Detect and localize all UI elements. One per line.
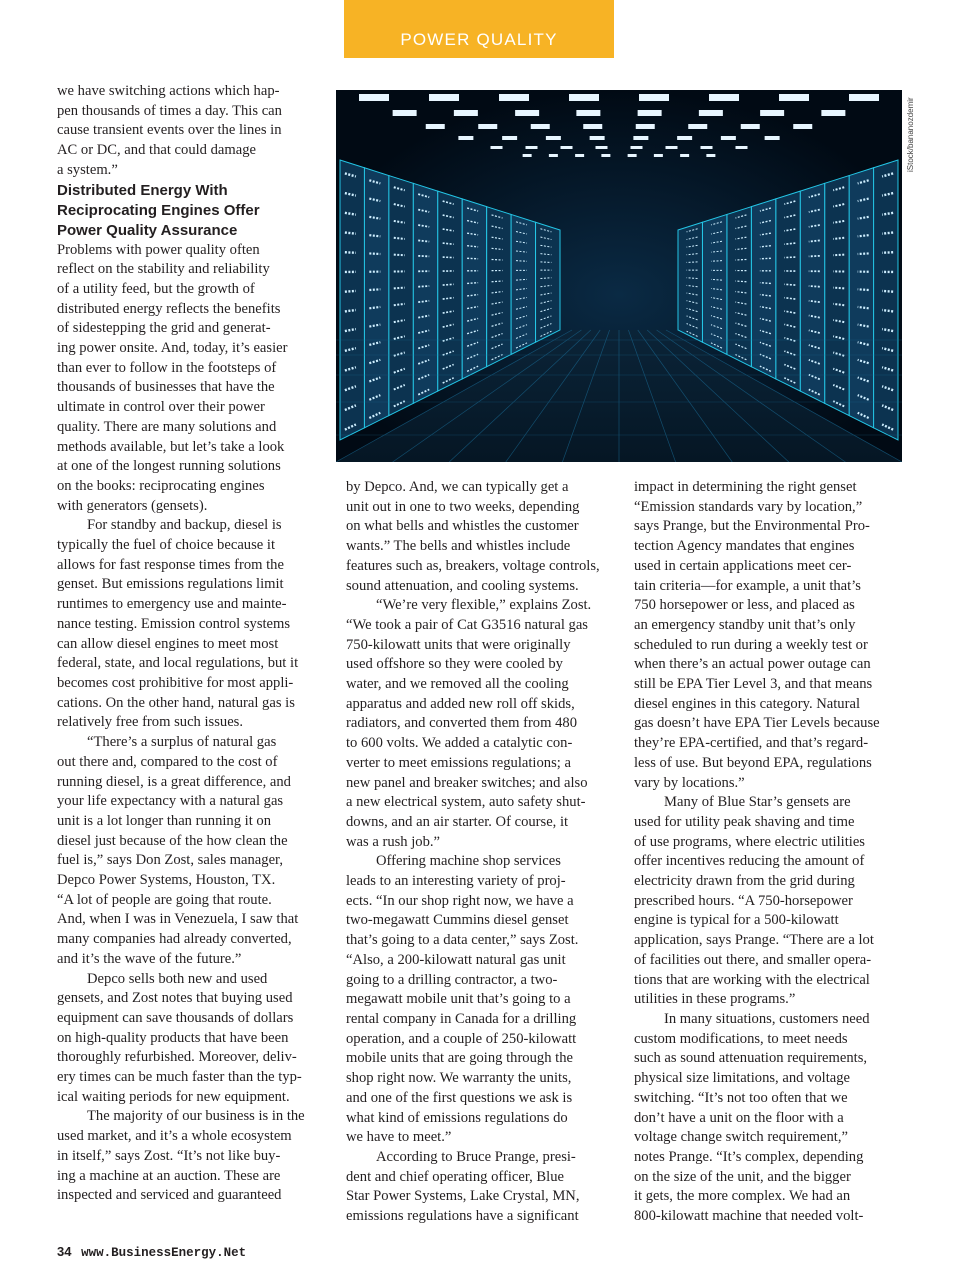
ceiling-light — [666, 146, 678, 149]
server-rack — [413, 183, 437, 403]
ceiling-light — [549, 154, 558, 157]
ceiling-light — [631, 146, 643, 149]
ceiling-light — [526, 146, 538, 149]
server-rack — [800, 183, 824, 403]
paragraph: we have switching actions which hap- pen thousands of times a day. This can cause transient events over the lines in AC or DC, and that could damage a system.” — [57, 83, 282, 178]
ceiling-light — [639, 94, 669, 101]
server-rack — [751, 199, 775, 379]
page-footer — [57, 1244, 246, 1260]
ceiling-light — [502, 136, 517, 140]
server-rack — [776, 191, 800, 391]
paragraph: For standby and backup, diesel is typically the fuel of choice because it allows for fast response times from the genset. But emissions regulations limit runtimes to emergency use and mainte- nance testing. Emission control systems can allow diesel engines to meet most federal, state, and local regulations, but it becomes cost prohibitive for most appli- cations. On the other hand, natural gas is relatively free from such issues. — [57, 517, 299, 731]
paragraph: “We’re very flexible,” explains Zost. “We took a pair of Cat G3516 natural gas 750-kilowatt units that were originally used offshore so they were cooled by water, and we removed all the cooling apparatus and added new roll off skids, radiators, and converted them from 480 to 600 volts. We added a catalytic con- verter to meet emissions regulations; a new panel and breaker switches; and also a new electrical system, auto safety shut- downs, and an air starter. Of course, it was a rush job.” — [346, 597, 592, 850]
ceiling-light — [359, 94, 389, 101]
text-column-1 — [57, 82, 325, 1206]
paragraph: Many of Blue Star’s gensets are used for utility peak shaving and time of use programs, where electric utilities offer incentives reducing the amount of electricity drawn from the grid during prescribed hours. “A 750-horsepower engine is typical for a 500-kilowatt application, says Prange. “There are a lot of facilities out there, and smaller opera- tions that are working with the electrical utilities in these programs.” — [634, 794, 874, 1008]
page-number: 34 — [57, 1244, 72, 1259]
ceiling-light — [590, 136, 605, 140]
ceiling-light — [765, 136, 780, 140]
data-center-photo — [336, 90, 902, 462]
ceiling-light — [561, 146, 573, 149]
ceiling-light — [458, 136, 473, 140]
ceiling-light — [628, 154, 637, 157]
server-rack — [825, 176, 849, 416]
ceiling-light — [546, 136, 561, 140]
ceiling-light — [429, 94, 459, 101]
ceiling-light — [569, 94, 599, 101]
server-rack — [340, 160, 364, 440]
ceiling-light — [531, 124, 550, 129]
server-rack — [678, 222, 702, 342]
paragraph: by Depco. And, we can typically get a unit out in one to two weeks, depending on what bells and whistles the customer wants.” The bells and whistles include features such as, breakers, voltage controls, sound attenuation, and cooling systems. — [346, 479, 600, 594]
ceiling-light — [596, 146, 608, 149]
ceiling-light — [523, 154, 532, 157]
ceiling-light — [680, 154, 689, 157]
ceiling-light — [515, 110, 539, 116]
ceiling-light — [760, 110, 784, 116]
paragraph: The majority of our business is in the used market, and it’s a whole ecosystem in itself,” says Zost. “It’s not like buy- ing a machine at an auction. These are inspected and serviced and guaranteed — [57, 1108, 305, 1204]
ceiling-light — [699, 110, 723, 116]
section-label: POWER QUALITY — [344, 0, 614, 58]
ceiling-light — [426, 124, 445, 129]
ceiling-light — [821, 110, 845, 116]
ceiling-light — [779, 94, 809, 101]
ceiling-light — [499, 94, 529, 101]
subhead: Distributed Energy With Reciprocating Engines Offer Power Quality Assurance — [57, 181, 260, 239]
server-rack — [389, 176, 413, 416]
server-rack — [702, 214, 726, 354]
ceiling-light — [654, 154, 663, 157]
ceiling-light — [677, 136, 692, 140]
ceiling-light — [688, 124, 707, 129]
photo-credit: iStock/bananozdemir — [906, 97, 915, 172]
ceiling-light — [701, 146, 713, 149]
paragraph: Depco sells both new and used gensets, and Zost notes that buying used equipment can save thousands of dollars on high-quality products that have been thoroughly refurbished. Moreover, deliv- ery times can be much faster than the typ- ical waiting periods for new equipment. — [57, 970, 302, 1105]
paragraph: “There’s a surplus of natural gas out there and, compared to the cost of running diesel, is a great difference, and your life expectancy with a natural gas unit is a lot longer than running it on diesel just because of the how clean the fuel is,” says Don Zost, sales manager, Depco Power Systems, Houston, TX. “A lot of people are going that route. And, when I was in Venezuela, I saw that many companies had already converted, and it’s the wave of the future.” — [57, 734, 299, 967]
ceiling-light — [709, 94, 739, 101]
server-rack — [849, 168, 873, 428]
paragraph: In many situations, customers need custom modifications, to meet needs such as sound attenuation requirements, physical size limitations, and voltage switching. “It’s not too often that we don’t have a unit on the floor with a voltage change switch requirement,” notes Prange. “It’s complex, depending on the size of the unit, and the bigger it gets, the more complex. We had an 800-kilowatt machine that needed volt- — [634, 1010, 870, 1225]
ceiling-light — [638, 110, 662, 116]
publication-url[interactable]: www.BusinessEnergy.Net — [81, 1246, 247, 1260]
server-rack — [462, 199, 486, 379]
server-rack — [511, 214, 535, 354]
ceiling-light — [741, 124, 760, 129]
ceiling-light — [583, 124, 602, 129]
ceiling-light — [576, 110, 600, 116]
server-rack — [438, 191, 462, 391]
ceiling-light — [721, 136, 736, 140]
server-rack — [536, 222, 560, 342]
paragraph: impact in determining the right genset “Emission standards vary by location,” says Prange, but the Environmental Pro- tection Agency mandates that engines used in certain applications meet cer- tain criteria—for example, a unit that’s 750 horsepower or less, and placed as an emergency standby unit that’s only scheduled to run during a weekly test or when there’s an actual power outage can still be EPA Tier Level 3, and that means diesel engines in this category. Natural gas doesn’t have EPA Tier Levels because they’re EPA-certified, and that’s regard- less of use. But beyond EPA, regulations vary by locations.” — [634, 479, 880, 791]
server-rack — [874, 160, 898, 440]
ceiling-light — [706, 154, 715, 157]
ceiling-light — [849, 94, 879, 101]
ceiling-light — [636, 124, 655, 129]
ceiling-light — [478, 124, 497, 129]
server-rack — [364, 168, 388, 428]
paragraph: Problems with power quality often reflect on the stability and reliability of a utility feed, but the growth of distributed energy reflects the benefits of sidestepping the grid and generat- ing power onsite. And, today, it’s easier than ever to follow in the footsteps of thousands of businesses that have the ultimate in control over their power quality. There are many solutions and methods available, but let’s take a look at one of the longest running solutions on the books: reciprocating engines with generators (gensets). — [57, 241, 288, 514]
ceiling-light — [491, 146, 503, 149]
server-rack — [727, 207, 751, 367]
ceiling-light — [736, 146, 748, 149]
ceiling-light — [575, 154, 584, 157]
server-rack — [487, 207, 511, 367]
paragraph: According to Bruce Prange, presi- dent and chief operating officer, Blue Star Power Systems, Lake Crystal, MN, emissions regulations have a significant — [346, 1148, 580, 1225]
ceiling-light — [601, 154, 610, 157]
text-column-3 — [634, 478, 902, 1227]
text-column-2 — [346, 478, 608, 1227]
paragraph: Offering machine shop services leads to an interesting variety of proj- ects. “In our shop right now, we have a two-megawatt Cummins diesel genset that’s going to a data center,” says Zost. “Also, a 200-kilowatt natural gas unit going to a drilling contractor, a two- megawatt mobile unit that’s going to a rental company in Canada for a drilling operation, and a couple of 250-kilowatt mobile units that are going through the shop right now. We warranty the units, and one of the first questions we ask is what kind of emissions regulations do we have to meet.” — [346, 853, 579, 1146]
ceiling-light — [454, 110, 478, 116]
ceiling-light — [393, 110, 417, 116]
ceiling-light — [793, 124, 812, 129]
ceiling-light — [633, 136, 648, 140]
